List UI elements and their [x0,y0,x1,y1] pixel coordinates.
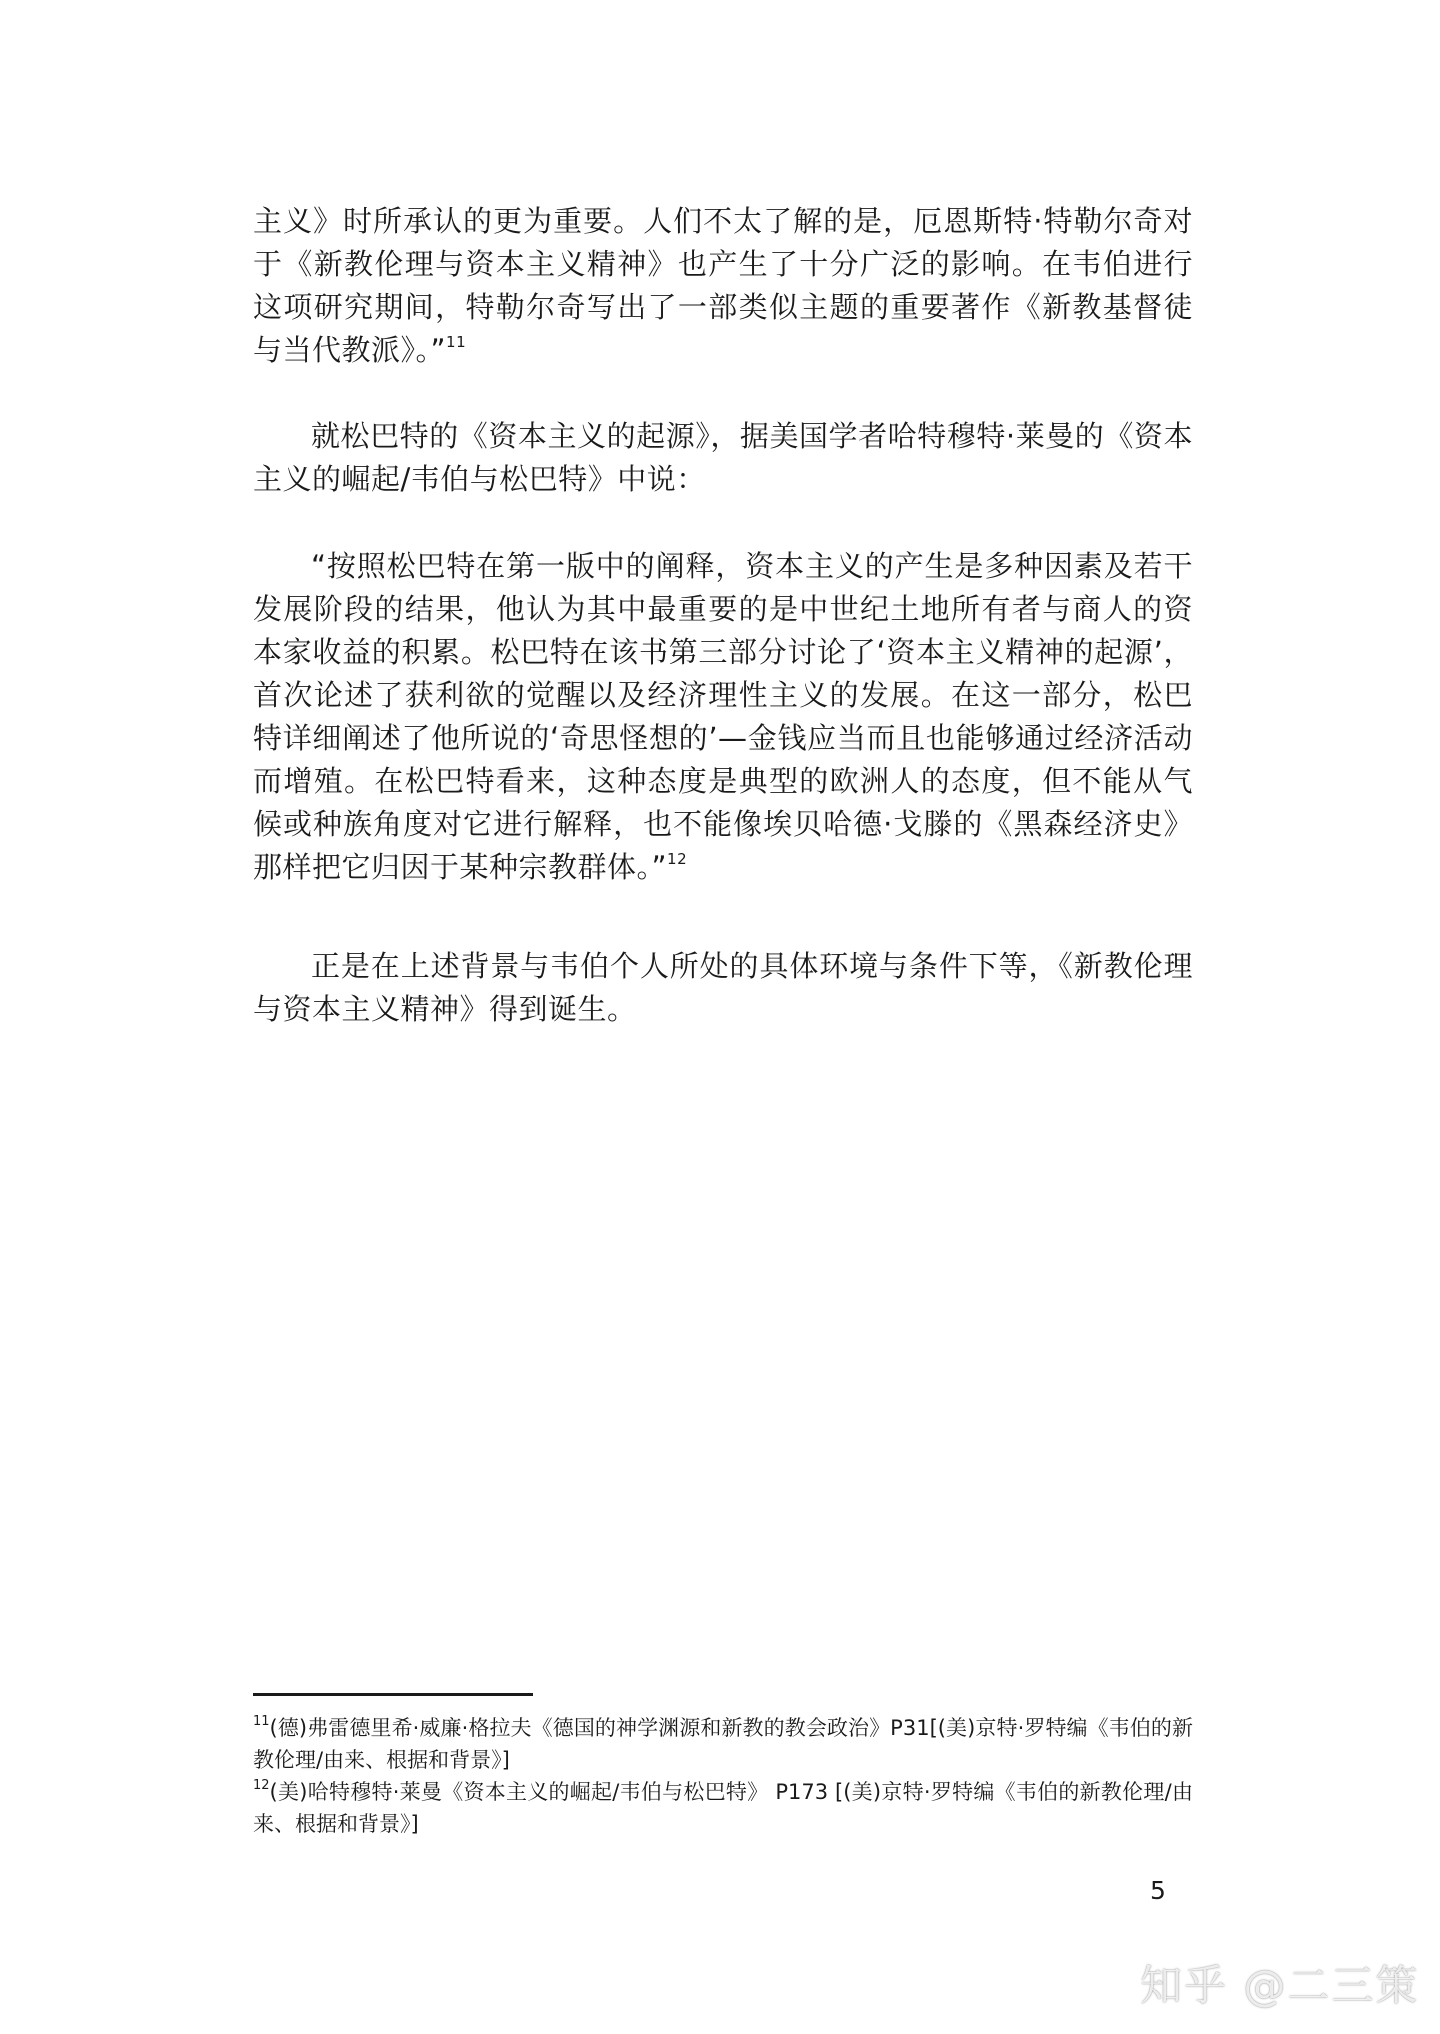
paragraph-sombart-intro [253,415,1193,501]
footnote-text: (美)哈特穆特·莱曼《资本主义的崛起/韦伯与松巴特》 P173 [(美)京特·罗特编《韦伯的新教伦理/由来、根据和背景》] [253,1780,1193,1836]
paragraph-quote [253,545,1193,889]
paragraph-text: “按照松巴特在第一版中的阐释，资本主义的产生是多种因素及若干发展阶段的结果，他认为其中最重要的是中世纪土地所有者与商人的资本家收益的积累。松巴特在该书第三部分讨论了‘资本主义精神的起源’，首次论述了获利欲的觉醒以及经济理性主义的发展。在这一部分，松巴特详细阐述了他所说的‘奇思怪想的’—金钱应当而且也能够通过经济活动而增殖。在松巴特看来，这种态度是典型的欧洲人的态度，但不能从气候或种族角度对它进行解释，也不能像埃贝哈德·戈滕的《黑森经济史》那样把它归因于某种宗教群体。” [253,549,1193,884]
footnote-ref[interactable]: 11 [446,333,467,352]
paragraph-continuation [253,200,1193,372]
footnote-ref[interactable]: 12 [667,850,688,869]
paragraph-conclusion [253,945,1193,1031]
footnote-divider [253,1693,533,1696]
footnote-number: 12 [253,1778,270,1793]
paragraph-text: 就松巴特的《资本主义的起源》，据美国学者哈特穆特·莱曼的《资本主义的崛起/韦伯与松巴特》中说： [253,419,1193,496]
zhihu-watermark: 知乎 @二三策 [1140,1961,1420,2010]
footnote-text: (德)弗雷德里希·威廉·格拉夫《德国的神学渊源和新教的教会政治》P31[(美)京特·罗特编《韦伯的新教伦理/由来、根据和背景》] [253,1716,1193,1772]
page-number: 5 [1150,1876,1166,1905]
footnote-12 [253,1776,1193,1840]
paragraph-text: 正是在上述背景与韦伯个人所处的具体环境与条件下等，《新教伦理与资本主义精神》得到诞生。 [253,949,1193,1026]
footnote-11 [253,1712,1193,1776]
footnote-number: 11 [253,1714,270,1729]
paragraph-text: 主义》时所承认的更为重要。人们不太了解的是，厄恩斯特·特勒尔奇对于《新教伦理与资本主义精神》也产生了十分广泛的影响。在韦伯进行这项研究期间，特勒尔奇写出了一部类似主题的重要著作《新教基督徒与当代教派》。” [253,204,1193,367]
